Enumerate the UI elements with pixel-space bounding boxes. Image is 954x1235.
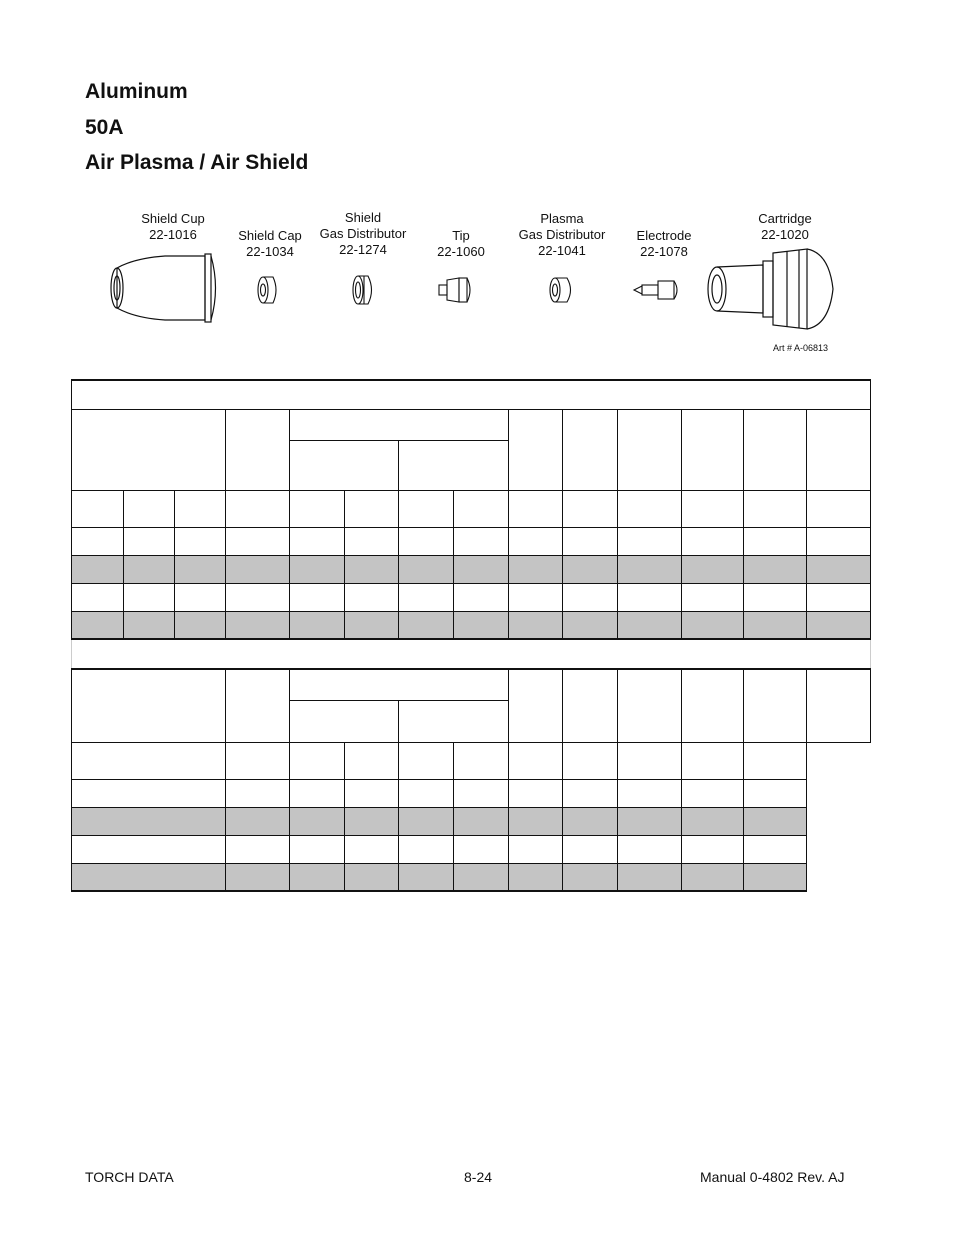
shield-cup-drawing xyxy=(105,248,225,328)
table-header-row xyxy=(72,669,871,700)
shield-gas-distributor-drawing xyxy=(350,272,378,308)
page-title-aluminum: Aluminum xyxy=(85,80,188,103)
table-row xyxy=(72,611,871,639)
plasma-gas-distributor-drawing xyxy=(547,274,577,306)
table-row xyxy=(72,863,871,891)
table-header-row xyxy=(72,409,871,440)
part-label-shield-cup: Shield Cup 22-1016 xyxy=(141,211,205,242)
shield-cap-drawing xyxy=(255,273,281,307)
part-label-electrode: Electrode 22-1078 xyxy=(636,228,692,259)
table-row xyxy=(72,583,871,611)
table-header-row xyxy=(72,380,871,409)
part-label-shield-cap: Shield Cap 22-1034 xyxy=(238,228,302,259)
table-section-divider xyxy=(72,639,871,669)
cut-chart-table-upper xyxy=(71,379,871,892)
art-number: Art # A-06813 xyxy=(773,343,829,353)
table-row xyxy=(72,555,871,583)
table-row xyxy=(72,835,871,863)
part-label-tip: Tip 22-1060 xyxy=(437,228,485,259)
part-label-plasma-gas-distributor: Plasma Gas Distributor 22-1041 xyxy=(518,211,606,258)
footer-page-number: 8-24 xyxy=(464,1169,493,1185)
table-row xyxy=(72,779,871,807)
footer-section-name: TORCH DATA xyxy=(85,1169,174,1185)
footer-manual-revision: Manual 0-4802 Rev. AJ xyxy=(700,1169,845,1185)
page-title-amperage: 50A xyxy=(85,116,124,139)
table-row xyxy=(72,527,871,555)
cartridge-drawing xyxy=(703,243,839,335)
electrode-drawing xyxy=(632,276,684,304)
tip-drawing xyxy=(437,272,477,308)
part-label-shield-gas-distributor: Shield Gas Distributor 22-1274 xyxy=(319,210,407,257)
part-label-cartridge: Cartridge 22-1020 xyxy=(758,211,812,242)
table-unit-row xyxy=(72,742,871,779)
table-row xyxy=(72,807,871,835)
table-unit-row xyxy=(72,490,871,527)
page-title-gas-type: Air Plasma / Air Shield xyxy=(85,151,309,174)
